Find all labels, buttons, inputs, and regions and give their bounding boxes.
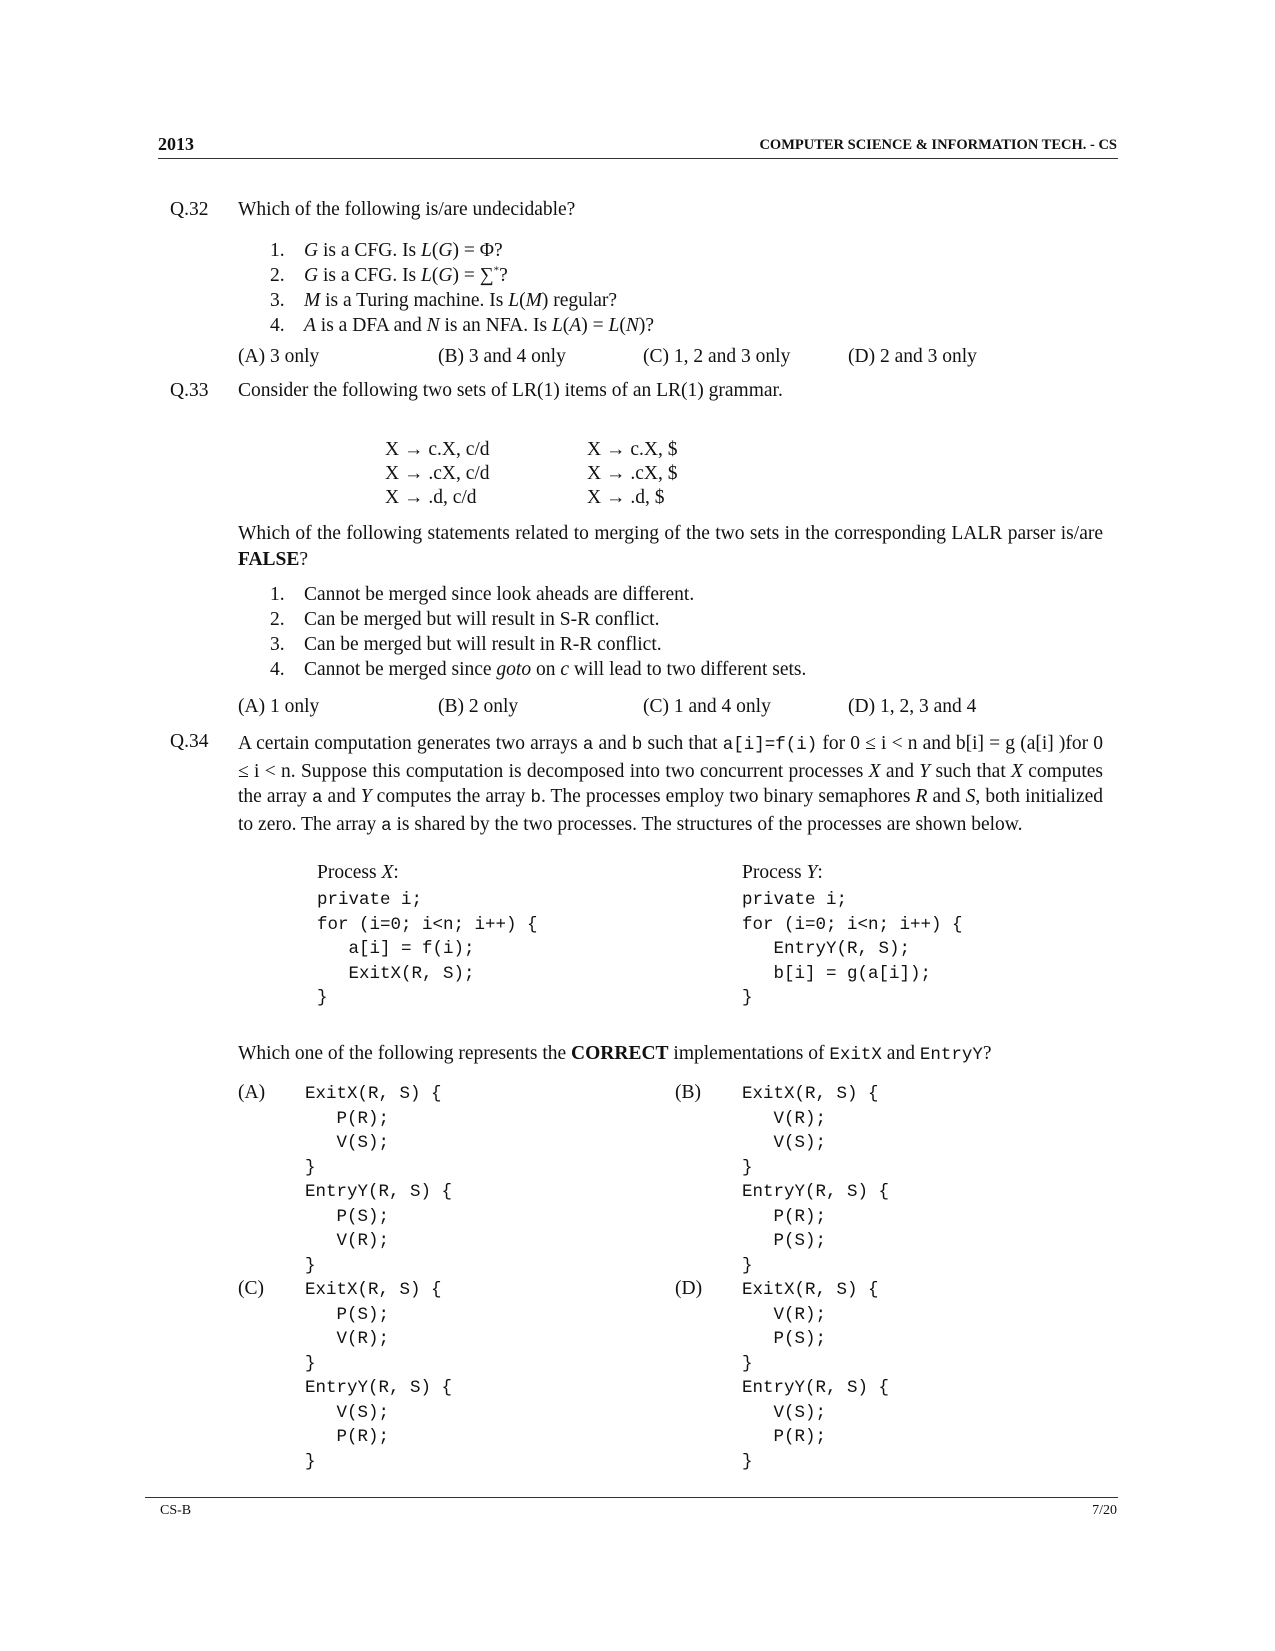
statement-number: 1. <box>270 240 285 261</box>
process-x-title: Process X: <box>317 862 399 883</box>
statement-number: 4. <box>270 659 285 680</box>
paper-code: CS-B <box>160 1503 192 1518</box>
header-rule <box>158 158 1118 159</box>
q33-option-b[interactable]: (B) 2 only <box>438 696 519 717</box>
process-x-code: private i; for (i=0; i<n; i++) { a[i] = f(i); ExitX(R, S); } <box>317 890 538 1008</box>
statement-item <box>270 607 806 632</box>
statement-item <box>270 288 654 313</box>
q33-question-emphasis: FALSE <box>238 548 300 570</box>
lr1-item-set-2 <box>587 438 677 510</box>
q34-stem: A certain computation generates two arrays a and b such that a[i]=f(i) for 0 ≤ i < n and b[i] = g (a[i] )for 0 ≤ i < n. Suppose this computation is decomposed into two concurrent processes X and Y such that X computes the array a and Y computes the array b. The processes employ two binary semaphores R and S, both initialized to zero. The array a is shared by the two processes. The structures of the processes are shown below. <box>238 733 1104 836</box>
q33-stem: Consider the following two sets of LR(1) items of an LR(1) grammar. <box>238 380 783 401</box>
page-number: 7/20 <box>1092 1503 1117 1518</box>
process-y-code: private i; for (i=0; i<n; i++) { EntryY(R, S); b[i] = g(a[i]); } <box>742 890 963 1008</box>
statement-text: Cannot be merged since goto on c will lead to two different sets. <box>304 659 807 680</box>
item-set-1-line: X → c.X, c/d <box>385 439 490 460</box>
q34-option-b-code: ExitX(R, S) { V(R); V(S); } EntryY(R, S) { P(R); P(S); } <box>742 1084 890 1276</box>
q33-number: Q.33 <box>170 380 209 401</box>
statement-text: G is a CFG. Is L(G) = ∑*? <box>304 264 508 286</box>
statement-text: G is a CFG. Is L(G) = Φ? <box>304 240 503 261</box>
q32-number: Q.32 <box>170 199 209 220</box>
q33-option-c[interactable]: (C) 1 and 4 only <box>643 696 771 717</box>
statement-item <box>270 657 806 682</box>
q34-option-a-code: ExitX(R, S) { P(R); V(S); } EntryY(R, S) { P(S); V(R); } <box>305 1084 453 1276</box>
q34-option-c-label[interactable]: (C) <box>238 1278 264 1299</box>
statement-item <box>270 238 654 263</box>
statement-text: Can be merged but will result in S-R conflict. <box>304 609 660 630</box>
process-y-title: Process Y: <box>742 862 823 883</box>
statement-text: Can be merged but will result in R-R conflict. <box>304 634 662 655</box>
paper-title: COMPUTER SCIENCE & INFORMATION TECH. - CS <box>759 137 1117 153</box>
q32-option-d[interactable]: (D) 2 and 3 only <box>848 346 977 367</box>
q33-question-mark: ? <box>299 548 309 570</box>
item-set-1-line: X → .cX, c/d <box>385 463 490 484</box>
statement-item <box>270 582 806 607</box>
q34-number: Q.34 <box>170 731 209 752</box>
q32-stem: Which of the following is/are undecidable? <box>238 199 576 220</box>
lr1-item-set-1 <box>385 438 490 510</box>
q32-option-c[interactable]: (C) 1, 2 and 3 only <box>643 346 791 367</box>
q32-option-a[interactable]: (A) 3 only <box>238 346 320 367</box>
item-set-1-line: X → .d, c/d <box>385 487 477 508</box>
item-set-2-line: X → .cX, $ <box>587 463 678 484</box>
q33-option-a[interactable]: (A) 1 only <box>238 696 320 717</box>
q34-option-d-label[interactable]: (D) <box>675 1278 703 1299</box>
q32-statement-list <box>270 238 654 338</box>
q33-question <box>238 521 1103 572</box>
q34-option-d-code: ExitX(R, S) { V(R); P(S); } EntryY(R, S) { V(S); P(R); } <box>742 1280 890 1472</box>
q33-statement-list <box>270 582 806 682</box>
q33-option-d[interactable]: (D) 1, 2, 3 and 4 <box>848 696 977 717</box>
exam-year: 2013 <box>158 134 194 154</box>
statement-number: 3. <box>270 290 285 311</box>
statement-item <box>270 263 654 288</box>
statement-text: M is a Turing machine. Is L(M) regular? <box>304 290 618 311</box>
q32-option-b[interactable]: (B) 3 and 4 only <box>438 346 566 367</box>
q34-option-b-label[interactable]: (B) <box>675 1082 701 1103</box>
statement-item <box>270 313 654 338</box>
q33-question-text: Which of the following statements related to merging of the two sets in the corresponding LALR parser is/are <box>238 523 1103 544</box>
statement-number: 4. <box>270 315 285 336</box>
q34-option-c-code: ExitX(R, S) { P(S); V(R); } EntryY(R, S) { V(S); P(R); } <box>305 1280 453 1472</box>
statement-number: 3. <box>270 634 285 655</box>
statement-item <box>270 632 806 657</box>
item-set-2-line: X → .d, $ <box>587 487 665 508</box>
q34-option-a-label[interactable]: (A) <box>238 1082 266 1103</box>
statement-number: 2. <box>270 265 285 286</box>
footer-rule <box>145 1497 1118 1498</box>
q34-question: Which one of the following represents the CORRECT implementations of ExitX and EntryY? <box>238 1043 992 1065</box>
item-set-2-line: X → c.X, $ <box>587 439 678 460</box>
statement-text: Cannot be merged since look aheads are different. <box>304 584 695 605</box>
statement-number: 1. <box>270 584 285 605</box>
statement-text: A is a DFA and N is an NFA. Is L(A) = L(N)? <box>304 315 654 336</box>
statement-number: 2. <box>270 609 285 630</box>
